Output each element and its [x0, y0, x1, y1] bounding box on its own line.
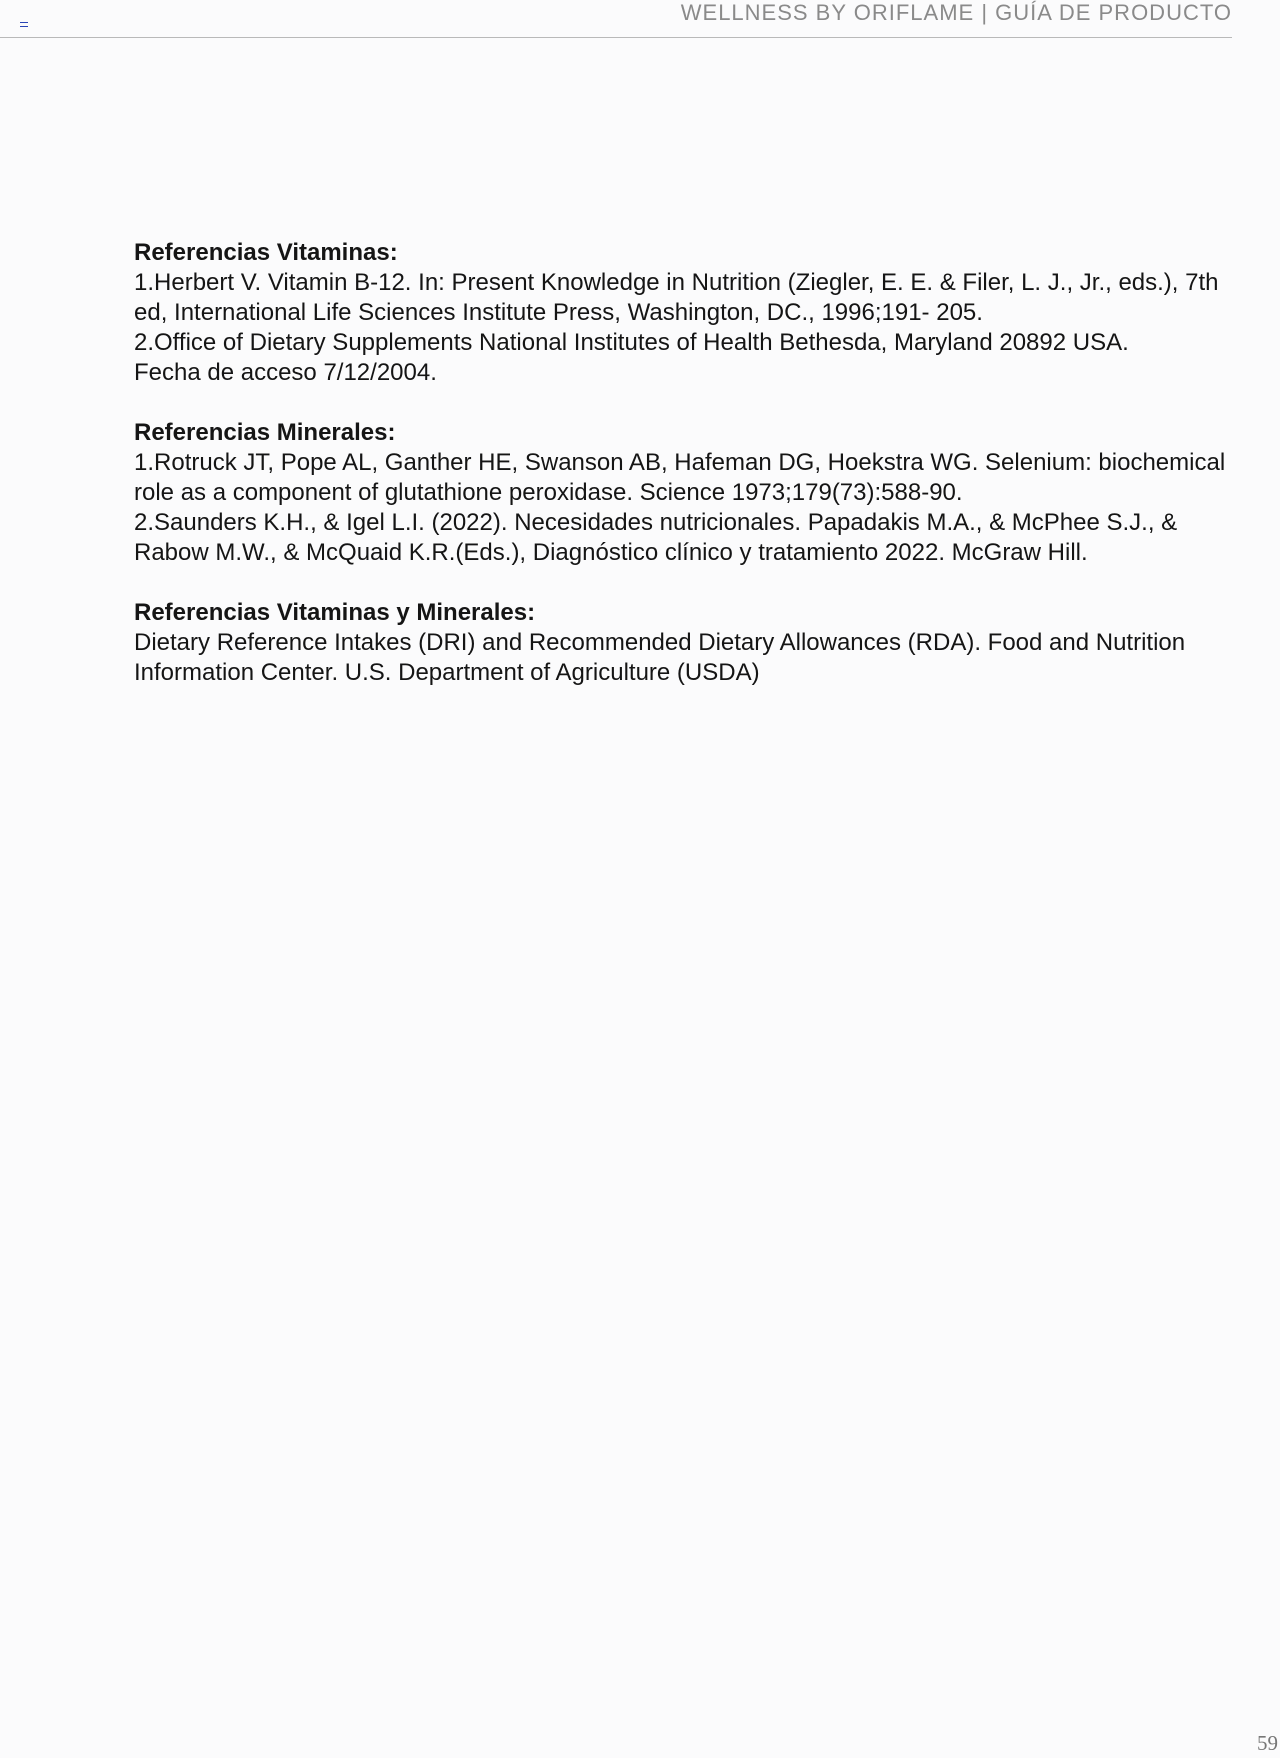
header-title: WELLNESS BY ORIFLAME | GUÍA DE PRODUCTO — [680, 0, 1232, 25]
references-content — [134, 238, 1234, 718]
section-title: Referencias Minerales: — [134, 419, 396, 446]
page-number: 59 — [1257, 1731, 1278, 1755]
reference-entry: 1.Rotruck JT, Pope AL, Ganther HE, Swanson AB, Hafeman DG, Hoekstra WG. Selenium: biochemical role as a component of glutathione peroxidase. Science 1973;179(73):588-90. — [134, 449, 1226, 506]
reference-entry: Dietary Reference Intakes (DRI) and Recommended Dietary Allowances (RDA). Food and Nutrition Information Center. U.S. Department of Agriculture (USDA) — [134, 629, 1186, 686]
reference-entry: 2.Office of Dietary Supplements National Institutes of Health Bethesda, Maryland 20892 USA. Fecha de acceso 7/12/2004. — [134, 329, 1129, 386]
reference-entry: 2.Saunders K.H., & Igel L.I. (2022). Necesidades nutricionales. Papadakis M.A., & McPhee S.J., & Rabow M.W., & McQuaid K.R.(Eds.), Diagnóstico clínico y tratamiento 2022. McGraw Hill. — [134, 509, 1178, 566]
reference-entry: 1.Herbert V. Vitamin B-12. In: Present Knowledge in Nutrition (Ziegler, E. E. & Filer, L. J., Jr., eds.), 7th ed, International Life Sciences Institute Press, Washington, DC., 1996;191- 205. — [134, 269, 1219, 326]
section-title: Referencias Vitaminas y Minerales: — [134, 599, 536, 626]
menu-icon[interactable] — [20, 22, 28, 27]
references-minerals-section — [134, 418, 1234, 568]
references-vitamins-section — [134, 238, 1234, 388]
section-title: Referencias Vitaminas: — [134, 239, 398, 266]
page-header — [0, 0, 1232, 38]
references-vitamins-minerals-section — [134, 598, 1234, 688]
